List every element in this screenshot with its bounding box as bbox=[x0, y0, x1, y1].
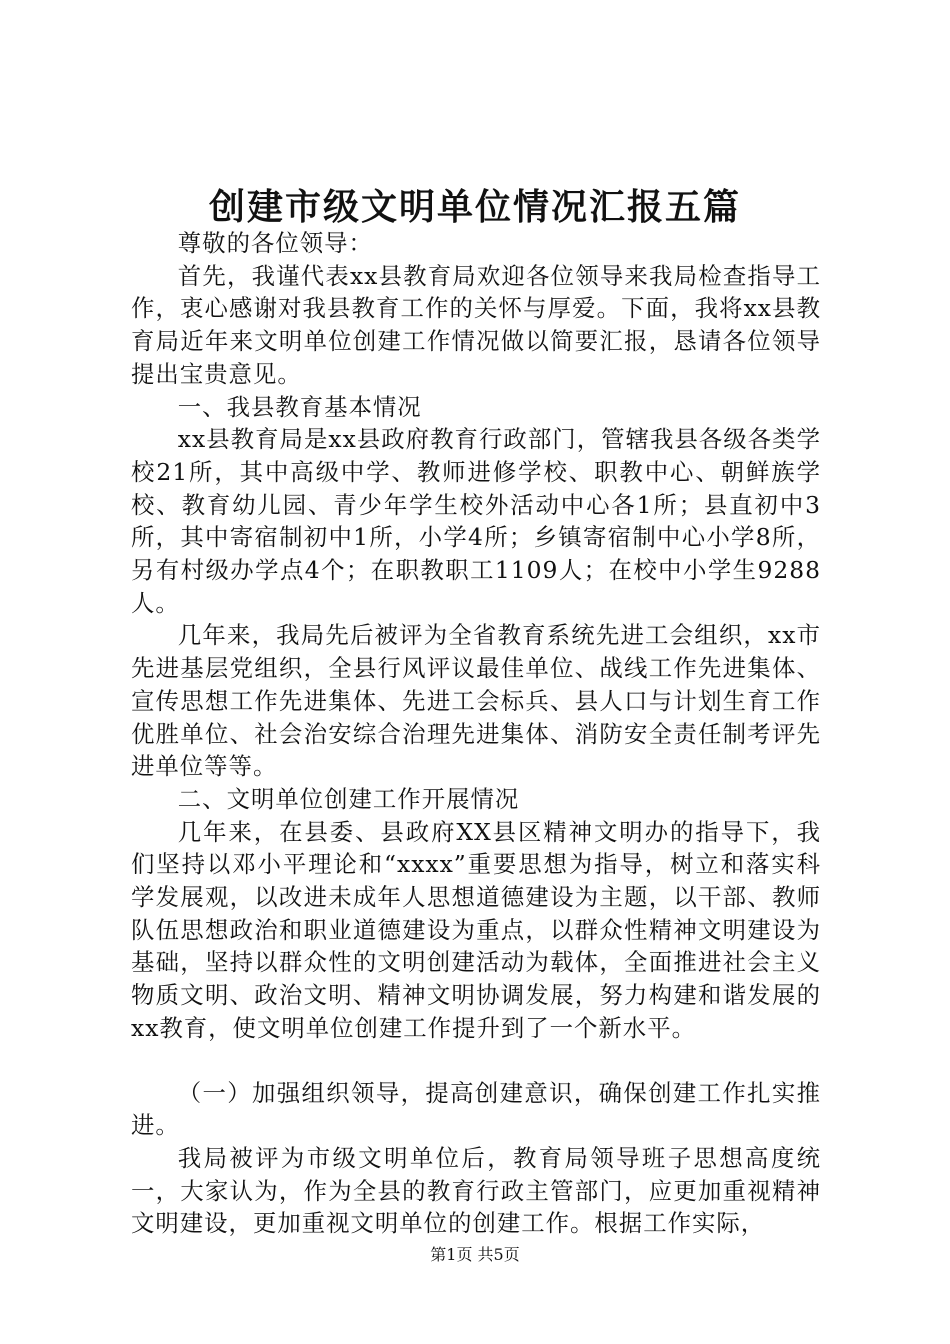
page-number: 第1页 共5页 bbox=[430, 1245, 520, 1264]
leadership-paragraph: 我局被评为市级文明单位后，教育局领导班子思想高度统一，大家认为，作为全县的教育行政主管部门，应更加重视精神文明建设，更加重视文明单位的创建工作。根据工作实际， bbox=[131, 1143, 821, 1238]
salutation: 尊敬的各位领导： bbox=[177, 229, 373, 257]
work-overview-paragraph: 几年来，在县委、县政府XX县区精神文明办的指导下，我们坚持以邓小平理论和“xxxx”重要思想为指导，树立和落实科学发展观，以改进未成年人思想道德建设为主题，以干部、教师队伍思想政治和职业道德建设为重点，以群众性精神文明建设为基础，坚持以群众性的文明创建活动为载体，全面推进社会主义物质文明、政治文明、精神文明协调发展，努力构建和谐发展的xx教育，使文明单位创建工作提升到了一个新水平。 bbox=[131, 817, 821, 1042]
section-heading-2: 二、文明单位创建工作开展情况 bbox=[177, 784, 520, 813]
section-heading-1: 一、我县教育基本情况 bbox=[177, 392, 422, 421]
basic-info-paragraph: xx县教育局是xx县政府教育行政部门，管辖我县各级各类学校21所，其中高级中学、教师进修学校、职教中心、朝鲜族学校、教育幼儿园、青少年学生校外活动中心各1所；县直初中3所，其中寄宿制初中1所，小学4所；乡镇寄宿制中心小学8所，另有村级办学点4个；在职教职工1109人；在校中小学生9288人。 bbox=[131, 425, 821, 617]
document-title: 创建市级文明单位情况汇报五篇 bbox=[208, 186, 741, 228]
intro-paragraph: 首先，我谨代表xx县教育局欢迎各位领导来我局检查指导工作，衷心感谢对我县教育工作的关怀与厚爱。下面，我将xx县教育局近年来文明单位创建工作情况做以简要汇报，恳请各位领导提出宝贵意见。 bbox=[131, 261, 821, 388]
honors-paragraph: 几年来，我局先后被评为全省教育系统先进工会组织，xx市先进基层党组织，全县行风评议最佳单位、战线工作先进集体、宣传思想工作先进集体、先进工会标兵、县人口与计划生育工作优胜单位、社会治安综合治理先进集体、消防安全责任制考评先进单位等等。 bbox=[131, 621, 821, 781]
subsection-heading-1: （一）加强组织领导，提高创建意识，确保创建工作扎实推进。 bbox=[131, 1078, 821, 1140]
document-body bbox=[131, 227, 821, 1240]
